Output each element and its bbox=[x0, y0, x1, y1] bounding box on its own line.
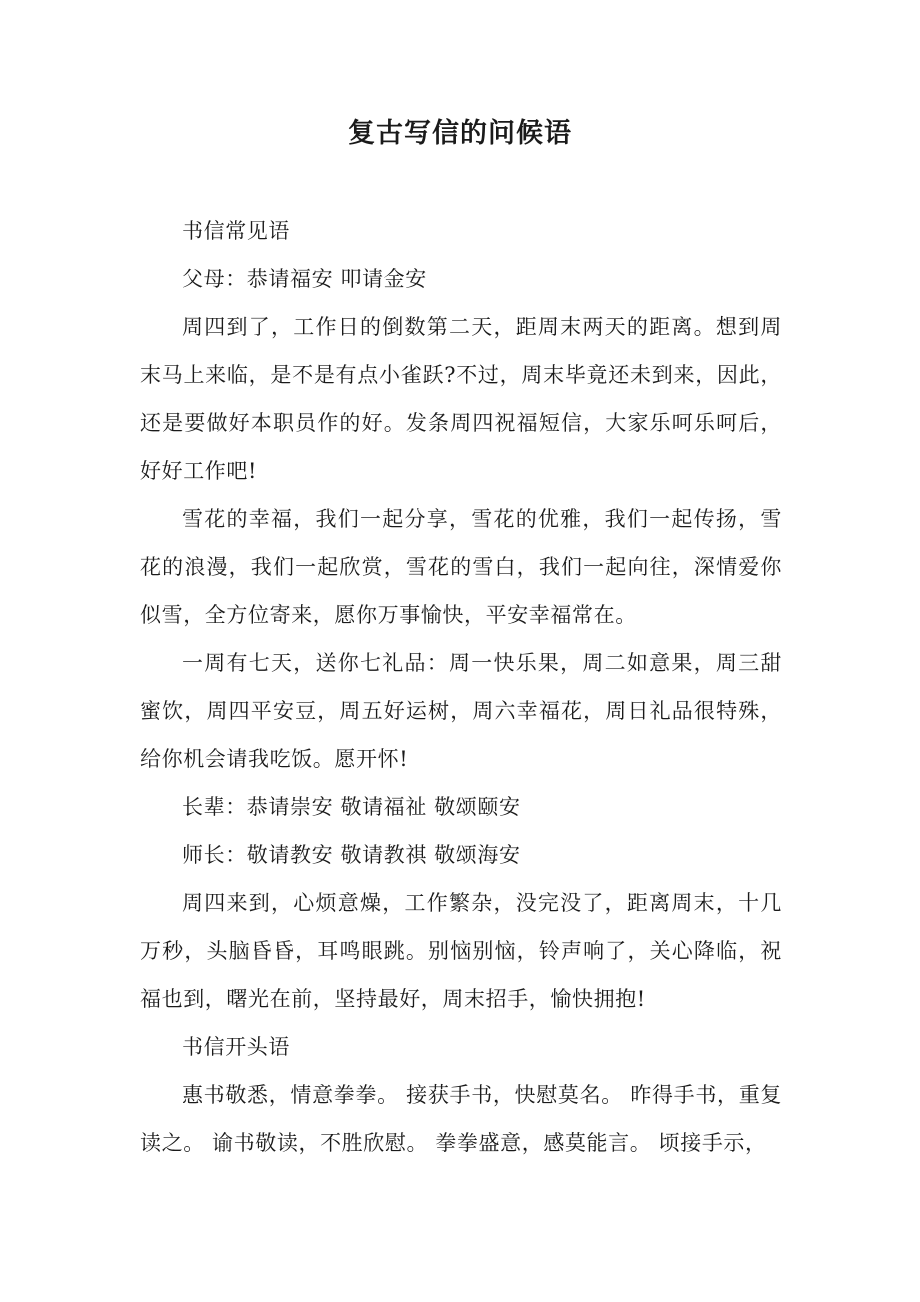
body-paragraph: 雪花的幸福，我们一起分享，雪花的优雅，我们一起传扬，雪花的浪漫，我们一起欣赏，雪花的雪白，我们一起向往，深情爱你似雪，全方位寄来，愿你万事愉快，平安幸福常在。 bbox=[140, 507, 782, 627]
document-title: 复古写信的问候语 bbox=[348, 118, 572, 149]
body-paragraph: 一周有七天，送你七礼品：周一快乐果，周二如意果，周三甜蜜饮，周四平安豆，周五好运树，周六幸福花，周日礼品很特殊，给你机会请我吃饭。愿开怀! bbox=[140, 651, 782, 771]
greeting-parents: 父母：恭请福安 叩请金安 bbox=[182, 267, 427, 291]
body-paragraph: 周四到了，工作日的倒数第二天，距周末两天的距离。想到周末马上来临，是不是有点小雀跃?不过，周末毕竟还未到来，因此，还是要做好本职员作的好。发条周四祝福短信，大家乐呵乐呵后，好好工作吧! bbox=[140, 315, 782, 483]
greeting-elders: 长辈：恭请崇安 敬请福祉 敬颂颐安 bbox=[182, 795, 521, 819]
section-heading-common-phrases: 书信常见语 bbox=[182, 219, 290, 243]
greeting-teachers: 师长：敬请教安 敬请教祺 敬颂海安 bbox=[182, 843, 521, 867]
body-paragraph: 周四来到，心烦意燥，工作繁杂，没完没了，距离周末，十几万秒，头脑昏昏，耳鸣眼跳。别恼别恼，铃声响了，关心降临，祝福也到，曙光在前，坚持最好，周末招手，愉快拥抱! bbox=[140, 891, 782, 1011]
section-heading-opening-phrases: 书信开头语 bbox=[182, 1035, 290, 1059]
body-paragraph: 惠书敬悉，情意拳拳。 接获手书，快慰莫名。 昨得手书，重复读之。 谕书敬读，不胜欣慰。 拳拳盛意，感莫能言。 顷接手示， bbox=[140, 1083, 782, 1155]
document-body bbox=[140, 207, 782, 1167]
